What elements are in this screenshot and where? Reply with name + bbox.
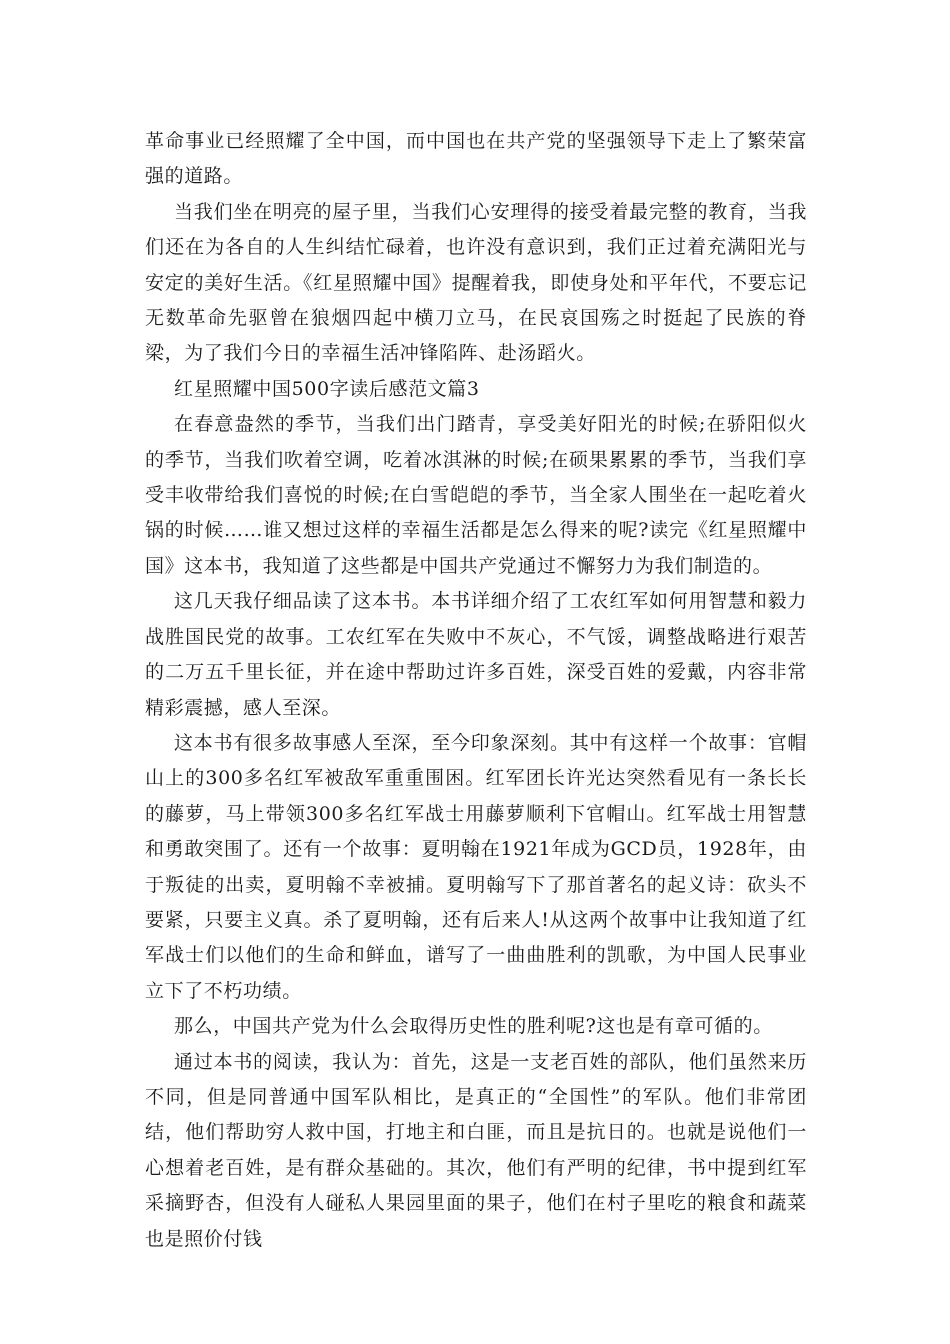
paragraph: 这几天我仔细品读了这本书。本书详细介绍了工农红军如何用智慧和毅力战胜国民党的故事。工农红军在失败中不灰心，不气馁，调整战略进行艰苦的二万五千里长征，并在途中帮助过许多百姓，深受百姓的爱戴，内容非常精彩震撼，感人至深。 (145, 590, 807, 719)
paragraph-continuation: 革命事业已经照耀了全中国，而中国也在共产党的坚强领导下走上了繁荣富强的道路。 (145, 130, 807, 188)
paragraph: 那么，中国共产党为什么会取得历史性的胜利呢?这也是有章可循的。 (174, 1015, 773, 1038)
paragraph: 当我们坐在明亮的屋子里，当我们心安理得的接受着最完整的教育，当我们还在为各自的人生纠结忙碌着，也许没有意识到，我们正过着充满阳光与安定的美好生活。《红星照耀中国》提醒着我，即使身处和平年代，不要忘记无数革命先驱曾在狼烟四起中横刀立马，在民哀国殇之时挺起了民族的脊梁，为了我们今日的幸福生活冲锋陷阵、赴汤蹈火。 (145, 200, 807, 365)
paragraph: 这本书有很多故事感人至深，至今印象深刻。其中有这样一个故事：官帽山上的300多名红军被敌军重重围困。红军团长许光达突然看见有一条长长的藤萝，马上带领300多名红军战士用藤萝顺利下官帽山。红军战士用智慧和勇敢突围了。还有一个故事：夏明翰在1921年成为GCD员，1928年，由于叛徒的出卖，夏明翰不幸被捕。夏明翰写下了那首著名的起义诗：砍头不要紧，只要主义真。杀了夏明翰，还有后来人!从这两个故事中让我知道了红军战士们以他们的生命和鲜血，谱写了一曲曲胜利的凯歌，为中国人民事业立下了不朽功绩。 (145, 731, 807, 1002)
section-heading: 红星照耀中国500字读后感范文篇3 (174, 377, 480, 400)
document-body (145, 124, 807, 1257)
paragraph: 在春意盎然的季节，当我们出门踏青，享受美好阳光的时候;在骄阳似火的季节，当我们吹着空调，吃着冰淇淋的时候;在硕果累累的季节，当我们享受丰收带给我们喜悦的时候;在白雪皑皑的季节，当全家人围坐在一起吃着火锅的时候……谁又想过这样的幸福生活都是怎么得来的呢?读完《红星照耀中国》这本书，我知道了这些都是中国共产党通过不懈努力为我们制造的。 (145, 413, 807, 577)
paragraph: 通过本书的阅读，我认为：首先，这是一支老百姓的部队，他们虽然来历不同，但是同普通中国军队相比，是真正的“全国性”的军队。他们非常团结，他们帮助穷人救中国，打地主和白匪，而且是抗日的。也就是说他们一心想着老百姓，是有群众基础的。其次，他们有严明的纪律，书中提到红军采摘野杏，但没有人碰私人果园里面的果子，他们在村子里吃的粮食和蔬菜也是照价付钱 (145, 1050, 807, 1250)
